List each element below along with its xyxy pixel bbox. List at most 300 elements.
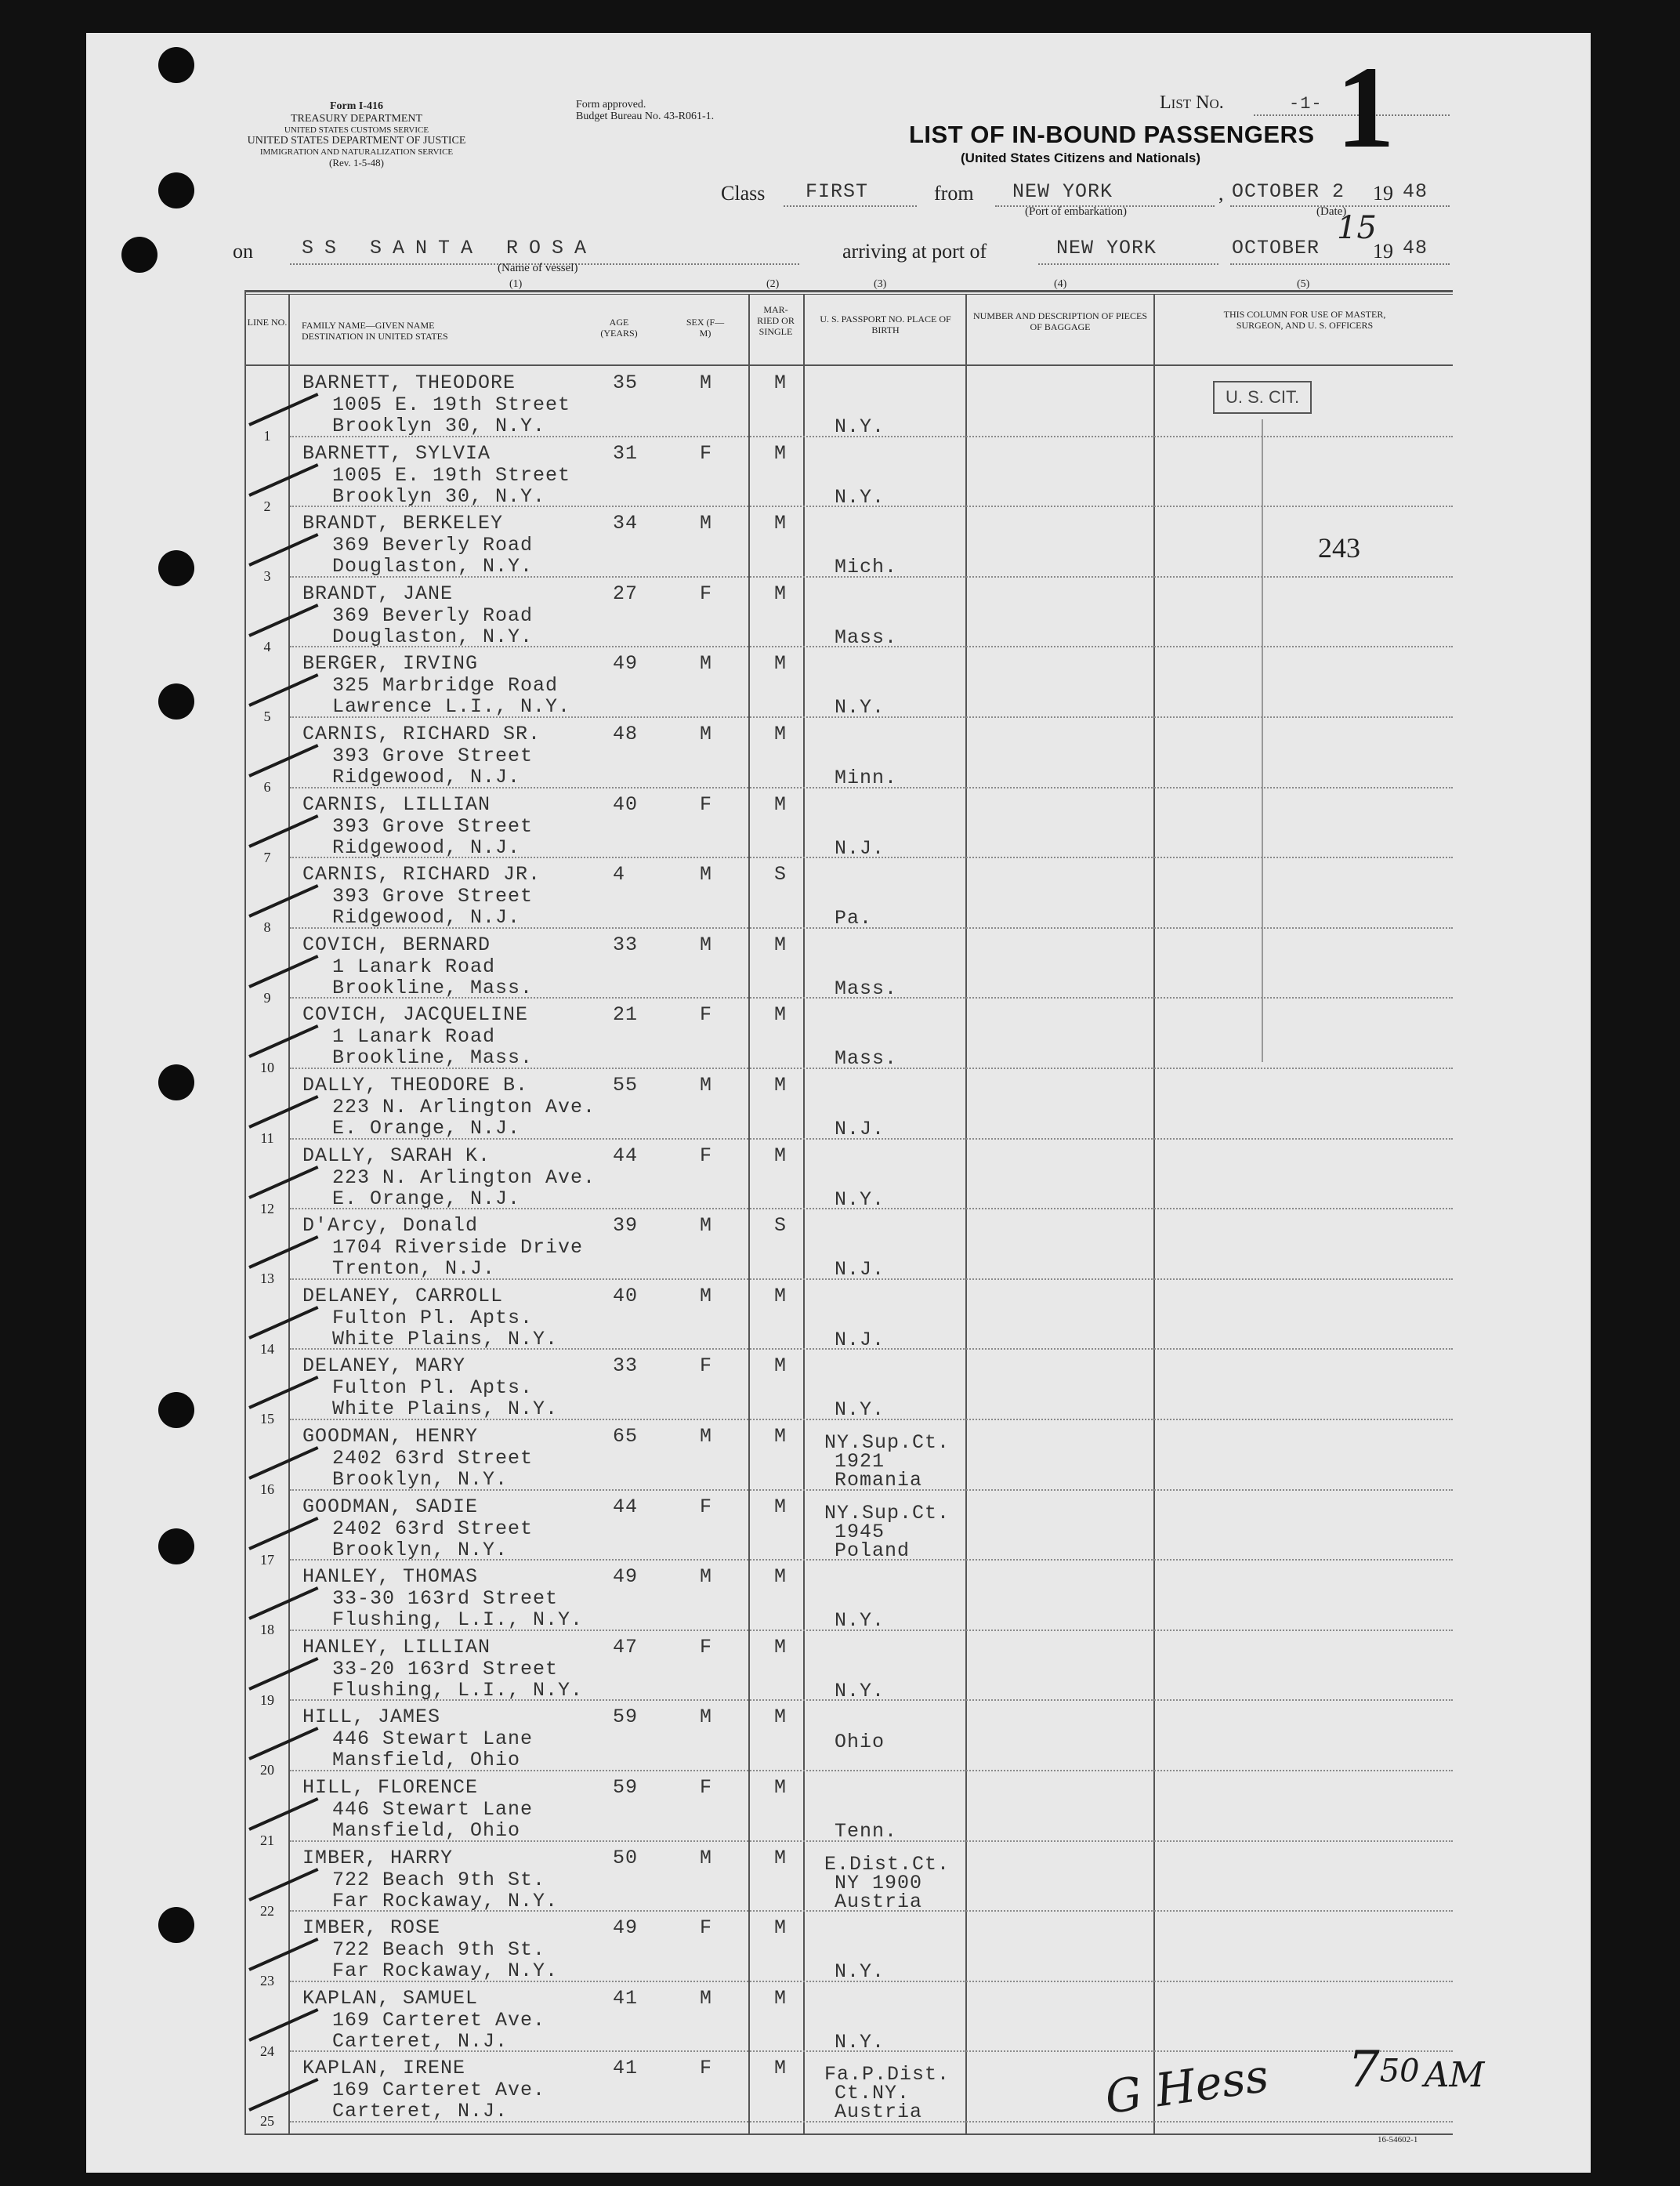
passenger-address-2: Carteret, N.J. <box>332 2029 509 2053</box>
header-age: AGE (YEARS) <box>600 317 638 339</box>
binder-hole <box>158 47 194 83</box>
passport-or-birthplace-2: Ct.NY. <box>835 2082 911 2105</box>
line-number: 1 <box>263 428 271 444</box>
passenger-name: GOODMAN, SADIE <box>302 1495 479 1518</box>
comma: , <box>1218 182 1224 205</box>
passenger-age: 21 <box>613 1003 639 1027</box>
passenger-age: 33 <box>613 1354 639 1378</box>
passenger-age: 39 <box>613 1214 639 1238</box>
row-separator <box>290 1489 1453 1491</box>
arrival-year: 48 <box>1403 237 1428 259</box>
time-hour: 7 <box>1348 2041 1380 2099</box>
passenger-name: CARNIS, RICHARD SR. <box>302 723 541 745</box>
table-top-border-2 <box>244 294 1453 295</box>
passenger-name: CARNIS, RICHARD JR. <box>302 863 541 886</box>
form-number: Form I-416 <box>329 100 384 112</box>
passport-or-birthplace-3: N.Y. <box>835 2030 885 2054</box>
row-separator <box>290 506 1453 507</box>
col-number-5: (5) <box>1297 278 1310 290</box>
passenger-address-1: 223 N. Arlington Ave. <box>332 1096 596 1118</box>
passenger-sex: M <box>700 933 713 956</box>
passenger-age: 49 <box>613 1565 639 1589</box>
from-value: NEW YORK <box>1012 180 1113 203</box>
row-separator <box>290 1910 1453 1912</box>
table-bottom-border <box>244 2133 1453 2135</box>
arrival-day-handwritten: 15 <box>1337 210 1377 246</box>
row-separator <box>290 1068 1453 1069</box>
passenger-sex: M <box>700 1425 713 1448</box>
passport-or-birthplace-2: 1945 <box>835 1520 885 1543</box>
passenger-marital-status: M <box>774 1425 788 1448</box>
arriving-label: arriving at port of <box>842 240 987 263</box>
treasury-dept: TREASURY DEPARTMENT <box>290 113 423 125</box>
passenger-marital-status: S <box>774 1214 788 1238</box>
passenger-marital-status: M <box>774 1916 788 1940</box>
line-number: 19 <box>260 1691 274 1708</box>
passenger-name: DALLY, THEODORE B. <box>302 1074 529 1097</box>
passenger-sex: F <box>700 1354 713 1378</box>
passenger-age: 59 <box>613 1776 639 1799</box>
passenger-marital-status: M <box>774 512 788 535</box>
passport-or-birthplace-1: Fa.P.Dist. <box>824 2063 950 2086</box>
passenger-address-2: White Plains, N.Y. <box>332 1398 559 1421</box>
binder-hole <box>158 550 194 586</box>
passenger-marital-status: M <box>774 1776 788 1799</box>
passenger-name: CARNIS, LILLIAN <box>302 792 491 816</box>
passenger-address-1: 393 Grove Street <box>332 745 534 767</box>
passport-or-birthplace-2: NY 1900 <box>835 1871 923 1894</box>
passenger-address-2: Douglaston, N.Y. <box>332 625 534 648</box>
row-separator <box>290 1419 1453 1420</box>
passport-or-birthplace-3: N.J. <box>835 1118 885 1140</box>
passenger-address-1: 369 Beverly Road <box>332 534 534 557</box>
passenger-age: 40 <box>613 792 639 816</box>
line-number: 16 <box>260 1481 274 1497</box>
passport-or-birthplace-3: N.Y. <box>835 1960 885 1984</box>
passenger-sex: F <box>700 1495 713 1518</box>
passenger-sex: M <box>700 512 713 535</box>
row-separator <box>290 1559 1453 1561</box>
passenger-marital-status: M <box>774 1144 788 1167</box>
approval-block <box>576 99 714 122</box>
passenger-age: 31 <box>613 441 639 465</box>
header-passport: U. S. PASSPORT NO. PLACE OF BIRTH <box>820 314 951 335</box>
passenger-marital-status: M <box>774 723 788 745</box>
passenger-age: 35 <box>613 372 639 394</box>
line-number: 10 <box>260 1060 274 1076</box>
passport-or-birthplace-1: NY.Sup.Ct. <box>824 1431 950 1454</box>
passenger-name: COVICH, JACQUELINE <box>302 1003 529 1027</box>
passenger-name: HANLEY, THOMAS <box>302 1565 479 1589</box>
page-title: LIST OF IN-BOUND PASSENGERS <box>909 121 1315 148</box>
ins-service: IMMIGRATION AND NATURALIZATION SERVICE <box>259 147 454 157</box>
col-divider-married <box>748 294 750 2133</box>
passport-or-birthplace-3: Romania <box>835 1469 923 1492</box>
passenger-address-2: Flushing, L.I., N.Y. <box>332 1608 584 1632</box>
line-number: 6 <box>263 779 271 795</box>
passenger-age: 41 <box>613 2057 639 2080</box>
footer-code: 16-54602-1 <box>1378 2135 1418 2144</box>
passenger-marital-status: M <box>774 441 788 465</box>
header-bottom-border <box>244 364 1453 366</box>
passenger-address-1: 1 Lanark Road <box>332 1025 496 1049</box>
passenger-name: IMBER, ROSE <box>302 1916 441 1940</box>
col-number-4: (4) <box>1054 278 1067 290</box>
passenger-sex: M <box>700 1986 713 2010</box>
header-sex: SEX (F—M) <box>686 317 725 339</box>
passenger-sex: F <box>700 1916 713 1940</box>
line-number: 2 <box>263 498 271 514</box>
passenger-address-1: 1704 Riverside Drive <box>332 1236 584 1260</box>
header-married: MAR- RIED OR SINGLE <box>757 304 795 337</box>
passenger-age: 55 <box>613 1074 639 1097</box>
passenger-name: BARNETT, SYLVIA <box>302 441 491 465</box>
passenger-address-1: 325 Marbridge Road <box>332 674 559 698</box>
col-divider-line <box>288 294 290 2133</box>
passenger-sex: F <box>700 1003 713 1027</box>
passenger-age: 33 <box>613 933 639 956</box>
passenger-address-2: Trenton, N.J. <box>332 1257 496 1281</box>
from-caption: (Port of embarkation) <box>1025 205 1127 218</box>
passport-or-birthplace-3: N.Y. <box>835 1187 885 1211</box>
passenger-address-1: 1005 E. 19th Street <box>332 393 571 416</box>
passenger-name: BRANDT, BERKELEY <box>302 512 504 535</box>
passenger-sex: M <box>700 1565 713 1589</box>
passenger-sex: M <box>700 372 713 394</box>
budget-bureau: Budget Bureau No. 43-R061-1. <box>576 111 715 122</box>
passenger-age: 48 <box>613 723 639 745</box>
passenger-name: HANLEY, LILLIAN <box>302 1635 491 1659</box>
passport-or-birthplace-1: E.Dist.Ct. <box>824 1852 950 1876</box>
binder-hole <box>158 683 194 720</box>
passenger-name: DALLY, SARAH K. <box>302 1144 491 1167</box>
line-number: 25 <box>260 2113 274 2130</box>
passenger-age: 44 <box>613 1495 639 1518</box>
col-number-2: (2) <box>766 278 780 290</box>
date-year: 48 <box>1403 180 1428 203</box>
passport-or-birthplace-3: N.J. <box>835 1328 885 1351</box>
line-number: 18 <box>260 1622 274 1638</box>
passenger-address-2: Carteret, N.J. <box>332 2100 509 2123</box>
passenger-name: D'Arcy, Donald <box>302 1214 479 1238</box>
passport-or-birthplace-3: N.Y. <box>835 485 885 509</box>
line-number: 7 <box>263 849 271 865</box>
passenger-marital-status: M <box>774 1986 788 2010</box>
passenger-age: 40 <box>613 1284 639 1307</box>
row-separator <box>290 1278 1453 1280</box>
passport-or-birthplace-3: N.Y. <box>835 415 885 438</box>
on-label: on <box>233 240 253 263</box>
line-number: 9 <box>263 989 271 1006</box>
stamp-pencil-line <box>1262 419 1263 1062</box>
passenger-address-1: 446 Stewart Lane <box>332 1727 534 1751</box>
passenger-address-2: Brooklyn 30, N.Y. <box>332 484 546 508</box>
passenger-marital-status: M <box>774 2057 788 2080</box>
revision: (Rev. 1-5-48) <box>329 157 384 169</box>
row-separator <box>290 1699 1453 1701</box>
from-label: from <box>934 182 974 205</box>
line-number: 4 <box>263 638 271 654</box>
passenger-sex: M <box>700 723 713 745</box>
passport-or-birthplace-3: N.Y. <box>835 696 885 720</box>
passenger-name: HILL, JAMES <box>302 1706 441 1729</box>
date-year-prefix: 19 <box>1373 182 1393 205</box>
row-separator <box>290 436 1453 437</box>
row-separator <box>290 646 1453 647</box>
passenger-address-2: Ridgewood, N.J. <box>332 836 521 859</box>
passenger-marital-status: M <box>774 1846 788 1869</box>
passenger-sex: M <box>700 1214 713 1238</box>
line-number: 5 <box>263 709 271 725</box>
passenger-address-1: 722 Beach 9th St. <box>332 1938 546 1962</box>
time-ampm: AM <box>1424 2055 1485 2095</box>
class-line <box>784 205 917 207</box>
date-value: OCTOBER 2 <box>1232 180 1345 203</box>
line-number: 23 <box>260 1973 274 1989</box>
passenger-address-2: Brooklyn, N.Y. <box>332 1468 509 1491</box>
passenger-age: 4 <box>613 863 626 886</box>
passenger-age: 44 <box>613 1144 639 1167</box>
arrival-time <box>1348 2041 1484 2099</box>
justice-dept: UNITED STATES DEPARTMENT OF JUSTICE <box>247 135 466 147</box>
passenger-marital-status: M <box>774 582 788 605</box>
passenger-address-1: Fulton Pl. Apts. <box>332 1376 534 1400</box>
row-separator <box>290 1138 1453 1140</box>
passenger-address-1: 169 Carteret Ave. <box>332 2079 546 2102</box>
passenger-marital-status: M <box>774 1565 788 1589</box>
line-number: 17 <box>260 1551 274 1568</box>
passenger-address-1: 169 Carteret Ave. <box>332 2008 546 2032</box>
passenger-address-1: Fulton Pl. Apts. <box>332 1306 534 1329</box>
passenger-sex: F <box>700 2057 713 2080</box>
passenger-name: DELANEY, MARY <box>302 1354 466 1378</box>
line-number: 3 <box>263 568 271 585</box>
passenger-age: 27 <box>613 582 639 605</box>
passport-or-birthplace-3: Tenn. <box>835 1820 898 1843</box>
binder-hole <box>158 1392 194 1428</box>
line-number: 22 <box>260 1902 274 1919</box>
passenger-marital-status: M <box>774 1284 788 1307</box>
passenger-marital-status: M <box>774 1074 788 1097</box>
line-number: 24 <box>260 2043 274 2059</box>
vessel-caption: (Name of vessel) <box>498 262 578 274</box>
row-separator <box>290 2050 1453 2052</box>
passport-or-birthplace-3: Austria <box>835 1890 923 1913</box>
header-name: FAMILY NAME—GIVEN NAME DESTINATION IN UNITED STATES <box>302 320 448 342</box>
header-line-no: LINE NO. <box>247 317 288 328</box>
passenger-name: BRANDT, JANE <box>302 582 454 605</box>
passenger-address-2: Far Rockaway, N.Y. <box>332 1889 559 1912</box>
officer-number: 243 <box>1318 532 1360 564</box>
passport-or-birthplace-2: 1921 <box>835 1450 885 1473</box>
passenger-address-2: Brooklyn 30, N.Y. <box>332 415 546 437</box>
row-separator <box>290 1348 1453 1350</box>
passenger-address-2: Brookline, Mass. <box>332 1046 534 1070</box>
binder-hole <box>158 1064 194 1100</box>
passenger-marital-status: M <box>774 1354 788 1378</box>
customs-service: UNITED STATES CUSTOMS SERVICE <box>284 125 429 135</box>
passenger-address-2: White Plains, N.Y. <box>332 1327 559 1350</box>
passenger-sex: F <box>700 441 713 465</box>
col-divider-passport <box>965 294 967 2133</box>
passport-or-birthplace-3: Mass. <box>835 625 898 649</box>
passenger-address-1: 722 Beach 9th St. <box>332 1868 546 1891</box>
arrival-date-line <box>1230 263 1450 265</box>
passenger-marital-status: M <box>774 1495 788 1518</box>
line-number: 8 <box>263 919 271 936</box>
passenger-address-1: 393 Grove Street <box>332 814 534 838</box>
passenger-sex: F <box>700 582 713 605</box>
passport-or-birthplace-3: Austria <box>835 2101 923 2124</box>
passport-or-birthplace-3: N.Y. <box>835 1398 885 1422</box>
time-minutes: 50 <box>1379 2053 1420 2090</box>
passenger-address-1: 223 N. Arlington Ave. <box>332 1166 596 1189</box>
passenger-address-1: 2402 63rd Street <box>332 1517 534 1540</box>
passenger-address-1: 2402 63rd Street <box>332 1447 534 1470</box>
class-value: FIRST <box>806 180 869 203</box>
row-separator <box>290 1840 1453 1842</box>
line-number: 12 <box>260 1200 274 1216</box>
passenger-sex: F <box>700 792 713 816</box>
passenger-sex: M <box>700 863 713 886</box>
row-separator <box>290 576 1453 578</box>
passenger-address-2: Brooklyn, N.Y. <box>332 1538 509 1561</box>
date-caption: (Date) <box>1316 205 1347 218</box>
passport-or-birthplace-3: Mass. <box>835 1047 898 1071</box>
col-number-1: (1) <box>509 278 523 290</box>
class-label: Class <box>721 182 766 205</box>
line-number: 11 <box>260 1130 274 1146</box>
row-separator <box>290 1208 1453 1209</box>
list-no-typed: -1- <box>1289 94 1323 114</box>
passenger-sex: M <box>700 1846 713 1869</box>
passenger-address-2: Ridgewood, N.J. <box>332 906 521 930</box>
row-separator <box>290 2121 1453 2123</box>
passenger-address-2: E. Orange, N.J. <box>332 1187 521 1210</box>
passport-or-birthplace-3: Mich. <box>835 556 898 579</box>
header-officers: THIS COLUMN FOR USE OF MASTER, SURGEON, AND U. S. OFFICERS <box>1223 309 1386 331</box>
passport-or-birthplace-3: N.Y. <box>835 1609 885 1633</box>
passenger-marital-status: M <box>774 652 788 676</box>
passenger-sex: F <box>700 1144 713 1167</box>
row-separator <box>290 1770 1453 1771</box>
row-separator <box>290 787 1453 788</box>
passenger-name: KAPLAN, IRENE <box>302 2057 466 2080</box>
passenger-sex: F <box>700 1635 713 1659</box>
passenger-address-2: Flushing, L.I., N.Y. <box>332 1678 584 1702</box>
passenger-age: 59 <box>613 1706 639 1729</box>
passenger-address-2: E. Orange, N.J. <box>332 1117 521 1140</box>
passenger-sex: M <box>700 1706 713 1729</box>
passenger-age: 47 <box>613 1635 639 1659</box>
passenger-age: 50 <box>613 1846 639 1869</box>
passenger-marital-status: S <box>774 863 788 886</box>
passenger-address-2: Mansfield, Ohio <box>332 1819 521 1842</box>
passenger-sex: M <box>700 652 713 676</box>
passenger-sex: M <box>700 1074 713 1097</box>
row-separator <box>290 997 1453 999</box>
row-separator <box>290 857 1453 858</box>
passenger-address-1: 393 Grove Street <box>332 885 534 908</box>
arrival-port-line <box>1038 263 1218 265</box>
passenger-address-1: 369 Beverly Road <box>332 604 534 627</box>
passport-or-birthplace-3: Pa. <box>835 907 873 930</box>
line-number: 13 <box>260 1271 274 1287</box>
line-number: 21 <box>260 1833 274 1848</box>
passport-or-birthplace-3: N.Y. <box>835 1679 885 1702</box>
header-baggage: NUMBER AND DESCRIPTION OF PIECES OF BAGGAGE <box>972 310 1148 332</box>
passenger-address-1: 33-30 163rd Street <box>332 1587 559 1611</box>
passport-or-birthplace-3: Mass. <box>835 977 898 1000</box>
line-number: 14 <box>260 1340 274 1357</box>
page-subtitle: (United States Citizens and Nationals) <box>961 150 1201 165</box>
passenger-address-2: Ridgewood, N.J. <box>332 766 521 788</box>
binder-hole <box>158 1528 194 1564</box>
passenger-address-1: 446 Stewart Lane <box>332 1798 534 1821</box>
arrival-port: NEW YORK <box>1056 237 1157 259</box>
passport-or-birthplace-3: Poland <box>835 1539 911 1562</box>
passenger-address-2: Far Rockaway, N.Y. <box>332 1959 559 1983</box>
passenger-age: 34 <box>613 512 639 535</box>
passport-or-birthplace-3: N.J. <box>835 836 885 860</box>
passport-or-birthplace-2: Ohio <box>835 1731 885 1754</box>
row-separator <box>290 1981 1453 1982</box>
table-top-border <box>244 290 1453 292</box>
passenger-name: GOODMAN, HENRY <box>302 1425 479 1448</box>
form-approved: Form approved. <box>576 99 646 111</box>
passenger-address-2: Lawrence L.I., N.Y. <box>332 695 571 719</box>
passenger-address-1: 1005 E. 19th Street <box>332 463 571 487</box>
passenger-sex: M <box>700 1284 713 1307</box>
row-separator <box>290 716 1453 718</box>
arrival-date: OCTOBER <box>1232 237 1320 259</box>
passenger-name: DELANEY, CARROLL <box>302 1284 504 1307</box>
passenger-name: IMBER, HARRY <box>302 1846 454 1869</box>
passenger-age: 41 <box>613 1986 639 2010</box>
passenger-address-1: 33-20 163rd Street <box>332 1657 559 1680</box>
passenger-marital-status: M <box>774 372 788 394</box>
row-separator <box>290 927 1453 929</box>
passenger-name: BARNETT, THEODORE <box>302 372 516 394</box>
passport-or-birthplace-3: N.J. <box>835 1258 885 1282</box>
form-header-block <box>231 100 482 169</box>
passenger-marital-status: M <box>774 1635 788 1659</box>
officer-signature: G Hess <box>1102 2048 1272 2125</box>
passenger-name: HILL, FLORENCE <box>302 1776 479 1799</box>
col-number-3: (3) <box>874 278 887 290</box>
passenger-name: BERGER, IRVING <box>302 652 479 676</box>
passenger-name: KAPLAN, SAMUEL <box>302 1986 479 2010</box>
binder-hole <box>121 237 158 273</box>
passenger-marital-status: M <box>774 792 788 816</box>
binder-hole <box>158 172 194 208</box>
passenger-marital-status: M <box>774 1003 788 1027</box>
passenger-name: COVICH, BERNARD <box>302 933 491 956</box>
passport-or-birthplace-3: Minn. <box>835 767 898 789</box>
list-no-big: 1 <box>1336 42 1395 172</box>
us-citizen-stamp: U. S. CIT. <box>1213 381 1312 414</box>
line-number: 15 <box>260 1411 274 1427</box>
passenger-sex: F <box>700 1776 713 1799</box>
passenger-age: 65 <box>613 1425 639 1448</box>
passport-or-birthplace-1: NY.Sup.Ct. <box>824 1501 950 1524</box>
passenger-age: 49 <box>613 1916 639 1940</box>
passenger-age: 49 <box>613 652 639 676</box>
line-number: 20 <box>260 1762 274 1778</box>
list-no-label: List No. <box>1160 92 1224 113</box>
col-divider-baggage <box>1153 294 1155 2133</box>
binder-hole <box>158 1907 194 1943</box>
